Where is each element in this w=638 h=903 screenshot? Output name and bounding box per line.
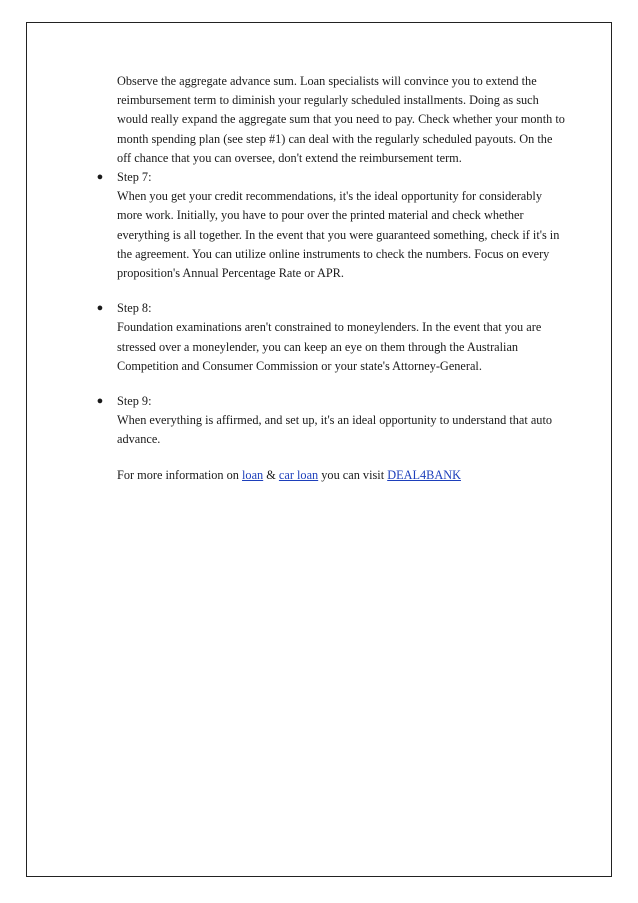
step-title: Step 9: (117, 394, 152, 409)
more-info-prefix: For more information on (117, 467, 239, 482)
step-body: When you get your credit recommendations, it's the ideal opportunity for considerably more work. Initially, you have to pour over the printed material and check whether everything is all together. In the event that you were guaranteed something, check if it's in the agreement. You can utilize online instruments to check the numbers. Focus on every proposition's Annual Percentage Rate or APR. (117, 189, 560, 281)
bullet-icon: ● (96, 395, 104, 408)
bullet-icon: ● (96, 171, 104, 184)
step-9-item (96, 392, 567, 450)
step-7-item (96, 168, 567, 283)
bullet-icon: ● (96, 302, 104, 315)
step-title: Step 7: (117, 170, 152, 185)
step-8-item (96, 299, 567, 376)
more-info-middle: you can visit (321, 467, 385, 482)
more-info-line (117, 466, 567, 485)
step-title: Step 8: (117, 301, 152, 316)
ampersand-text: & (266, 467, 276, 482)
car-loan-link[interactable]: car loan (278, 467, 319, 482)
deal4bank-link[interactable]: DEAL4BANK (387, 467, 461, 482)
loan-link[interactable]: loan (242, 467, 264, 482)
step-body: When everything is affirmed, and set up, it's an ideal opportunity to understand that auto advance. (117, 413, 553, 447)
page-content (96, 72, 567, 485)
step-body: Foundation examinations aren't constrained to moneylenders. In the event that you are stressed over a moneylender, you can keep an eye on them through the Australian Competition and Consumer Commission or your state's Attorney-General. (117, 320, 542, 373)
intro-paragraph: Observe the aggregate advance sum. Loan specialists will convince you to extend the reimbursement term to diminish your regularly scheduled installments. Doing as such would really expand the aggregate sum that you need to pay. Check whether your month to month spending plan (see step #1) can deal with the regularly scheduled payouts. On the off chance that you can oversee, don't extend the reimbursement term. (117, 74, 565, 165)
